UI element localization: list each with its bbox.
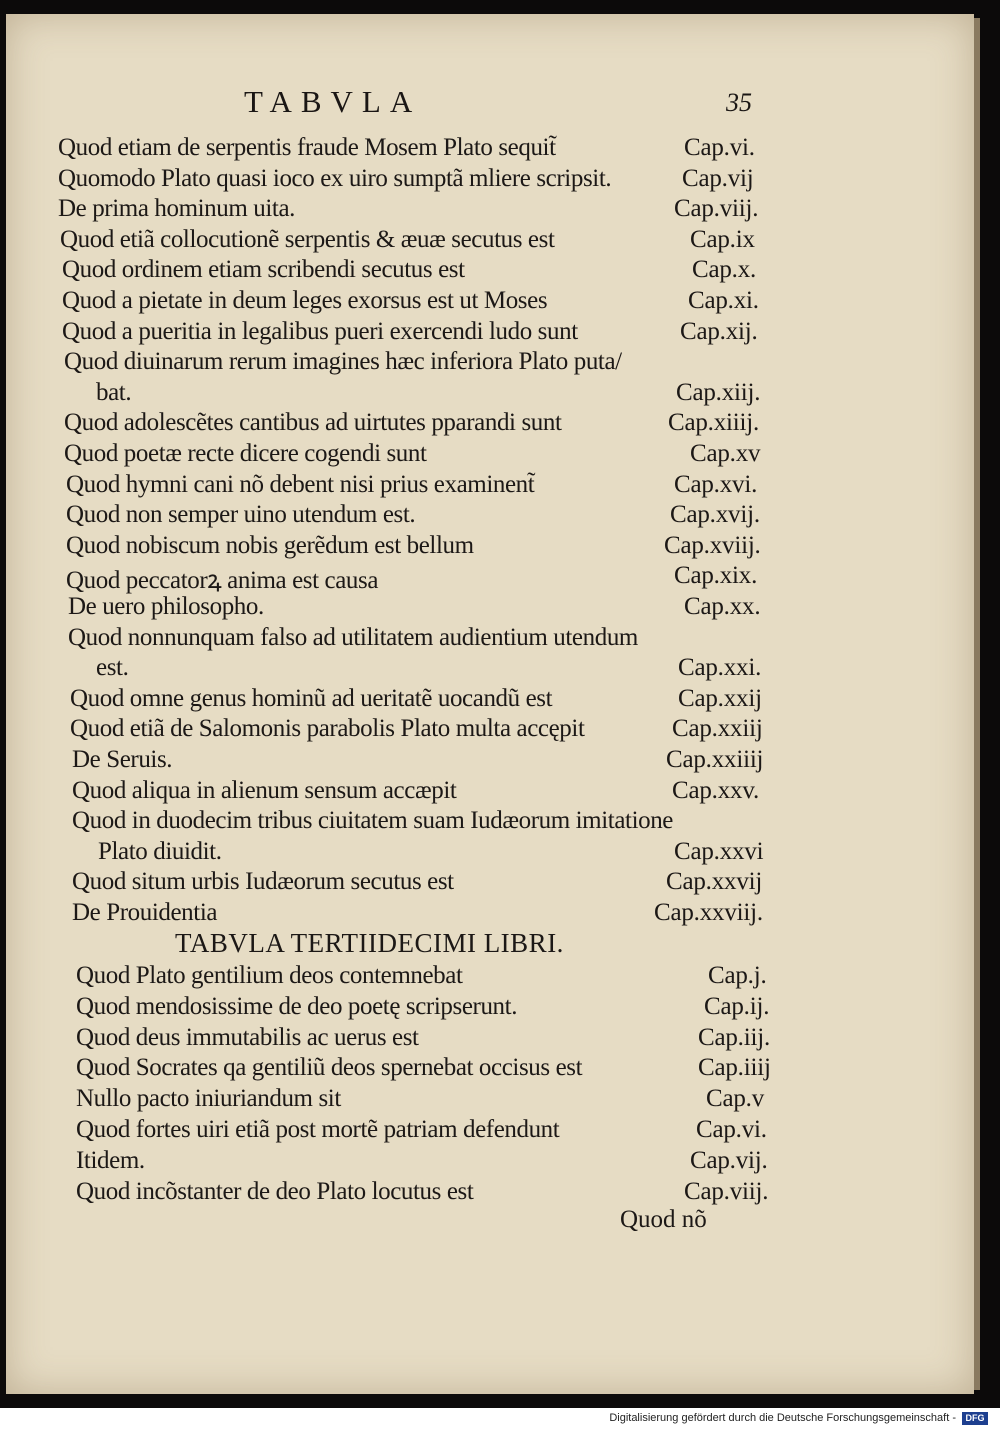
folio-number: 35	[726, 88, 752, 117]
toc-entry	[0, 1178, 1000, 1210]
toc-entry	[0, 287, 1000, 319]
toc-entry	[0, 993, 1000, 1025]
entry-text: Quod mendosissime de deo poetę scripserunt.	[76, 992, 518, 1020]
entry-text: bat.	[96, 378, 132, 406]
dfg-logo: DFG	[962, 1412, 988, 1425]
chapter-number: Cap.j.	[708, 962, 767, 989]
entry-text: Quod omne genus hominũ ad ueritatẽ uocandũ est	[70, 684, 553, 712]
toc-entry	[0, 777, 1000, 809]
chapter-number: Cap.vi.	[696, 1116, 767, 1143]
toc-entry	[0, 715, 1000, 747]
entry-text: Quod incõstanter de deo Plato locutus est	[76, 1177, 474, 1205]
chapter-number: Cap.viij.	[684, 1177, 769, 1205]
toc-entry	[0, 379, 1000, 411]
chapter-number: Cap.xxiij	[672, 715, 763, 743]
chapter-number: Cap.xix.	[674, 562, 758, 590]
entry-text: Quod Plato gentilium deos contemnebat	[76, 962, 463, 989]
entry-text: Quod non semper uino utendum est.	[66, 501, 416, 529]
chapter-number: Cap.x.	[692, 256, 757, 284]
toc-entry	[0, 838, 1000, 870]
toc-entry	[0, 562, 1000, 594]
toc-entry	[0, 165, 1000, 197]
toc-entry	[0, 807, 1000, 839]
chapter-number: Cap.xi.	[688, 287, 759, 314]
catchword: Quod nõ	[620, 1206, 707, 1233]
toc-entry	[0, 195, 1000, 227]
chapter-number: Cap.xxviij.	[654, 899, 763, 926]
chapter-number: Cap.xiiij.	[668, 409, 760, 437]
chapter-number: Cap.ij.	[704, 992, 770, 1020]
toc-entry	[0, 501, 1000, 533]
toc-entry	[0, 1085, 1000, 1117]
entry-text: Quod in duodecim tribus ciuitatem suam Iudæorum imitatione	[72, 807, 674, 835]
toc-entry	[0, 962, 1000, 994]
toc-entry	[0, 348, 1000, 380]
chapter-number: Cap.iij.	[698, 1023, 771, 1051]
entry-text: Quod adolescẽtes cantibus ad uirtutes pparandi sunt	[64, 409, 562, 437]
chapter-number: Cap.xxij	[678, 684, 762, 712]
toc-entry	[0, 899, 1000, 931]
footer-credit: Digitalisierung gefördert durch die Deutsche Forschungsgemeinschaft -	[609, 1412, 956, 1424]
entry-text: Quod hymni cani nõ debent nisi prius examinent̃	[66, 470, 535, 498]
toc-entry	[0, 409, 1000, 441]
entry-text: De uero philosopho.	[68, 593, 264, 620]
chapter-number: Cap.xiij.	[676, 378, 761, 406]
entry-text: Quod a pietate in deum leges exorsus est ut Moses	[62, 287, 548, 314]
entry-text: Quod fortes uiri etiã post mortẽ patriam defendunt	[76, 1116, 560, 1143]
toc-entry	[0, 1147, 1000, 1179]
toc-entry	[0, 593, 1000, 625]
toc-entry	[0, 685, 1000, 717]
toc-entry	[0, 868, 1000, 900]
section-heading: TABVLA TERTIIDECIMI LIBRI.	[175, 928, 564, 958]
toc-entry	[0, 1024, 1000, 1056]
entry-text: Quod nobiscum nobis gerẽdum est bellum	[66, 531, 474, 559]
chapter-number: Cap.viij.	[674, 195, 759, 223]
chapter-number: Cap.xvi.	[674, 470, 758, 498]
entry-text: Quod peccatorꝝ anima est causa	[66, 567, 379, 595]
toc-entry	[0, 226, 1000, 258]
chapter-number: Cap.vij	[682, 164, 754, 192]
chapter-number: Cap.xv	[690, 440, 761, 467]
entry-text: Quod etiã de Salomonis parabolis Plato multa accępit	[70, 715, 585, 743]
chapter-number: Cap.iiij	[698, 1054, 771, 1082]
toc-entry	[0, 256, 1000, 288]
chapter-number: Cap.xxiiij	[666, 746, 764, 773]
chapter-number: Cap.vi.	[684, 134, 755, 161]
chapter-number: Cap.xij.	[680, 317, 758, 345]
running-title: TABVLA	[244, 84, 422, 119]
entry-text: Quod nonnunquam falso ad utilitatem audientium utendum	[68, 623, 638, 651]
toc-entry	[0, 654, 1000, 686]
entry-text: Quod etiã collocutionẽ serpentis & æuæ secutus est	[60, 225, 555, 253]
chapter-number: Cap.vij.	[690, 1146, 768, 1174]
entry-text: Quod poetæ recte dicere cogendi sunt	[64, 440, 427, 467]
entry-text: Nullo pacto iniuriandum sit	[76, 1085, 341, 1113]
entry-text: Quod a pueritia in legalibus pueri exercendi ludo sunt	[62, 317, 578, 345]
toc-entry	[0, 440, 1000, 472]
chapter-number: Cap.xvij.	[670, 501, 760, 529]
toc-entry	[0, 1054, 1000, 1086]
entry-text: Quomodo Plato quasi ioco ex uiro sumptã mliere scripsit.	[58, 164, 612, 192]
chapter-number: Cap.xx.	[684, 593, 761, 620]
entry-text: Quod situm urbis Iudæorum secutus est	[72, 868, 454, 896]
entry-text: Quod Socrates qa gentiliũ deos spernebat occisus est	[76, 1054, 583, 1082]
chapter-number: Cap.xxvi	[674, 837, 764, 865]
toc-entry	[0, 624, 1000, 656]
entry-text: est.	[96, 654, 129, 682]
entry-text: Plato diuidit.	[98, 837, 222, 865]
chapter-number: Cap.xxi.	[678, 654, 762, 682]
chapter-number: Cap.xxv.	[672, 776, 760, 804]
toc-entry	[0, 318, 1000, 350]
entry-text: De prima hominum uita.	[58, 195, 295, 223]
toc-entry	[0, 1116, 1000, 1148]
entry-text: De Prouidentia	[72, 899, 218, 926]
entry-text: Quod aliqua in alienum sensum accæpit	[72, 776, 457, 804]
entry-text: Quod etiam de serpentis fraude Mosem Plato sequit̃	[58, 134, 556, 161]
chapter-number: Cap.v	[706, 1085, 765, 1113]
chapter-number: Cap.ix	[690, 225, 755, 253]
entry-text: Quod diuinarum rerum imagines hæc inferiora Plato puta/	[64, 348, 622, 376]
toc-entry	[0, 471, 1000, 503]
entry-text: Quod deus immutabilis ac uerus est	[76, 1023, 419, 1051]
toc-entry	[0, 134, 1000, 166]
toc-entry	[0, 746, 1000, 778]
chapter-number: Cap.xviij.	[664, 531, 761, 559]
entry-text: Itidem.	[76, 1146, 145, 1174]
entry-text: Quod ordinem etiam scribendi secutus est	[62, 256, 465, 284]
toc-entry	[0, 532, 1000, 564]
chapter-number: Cap.xxvij	[666, 868, 763, 896]
entry-text: De Seruis.	[72, 746, 173, 773]
